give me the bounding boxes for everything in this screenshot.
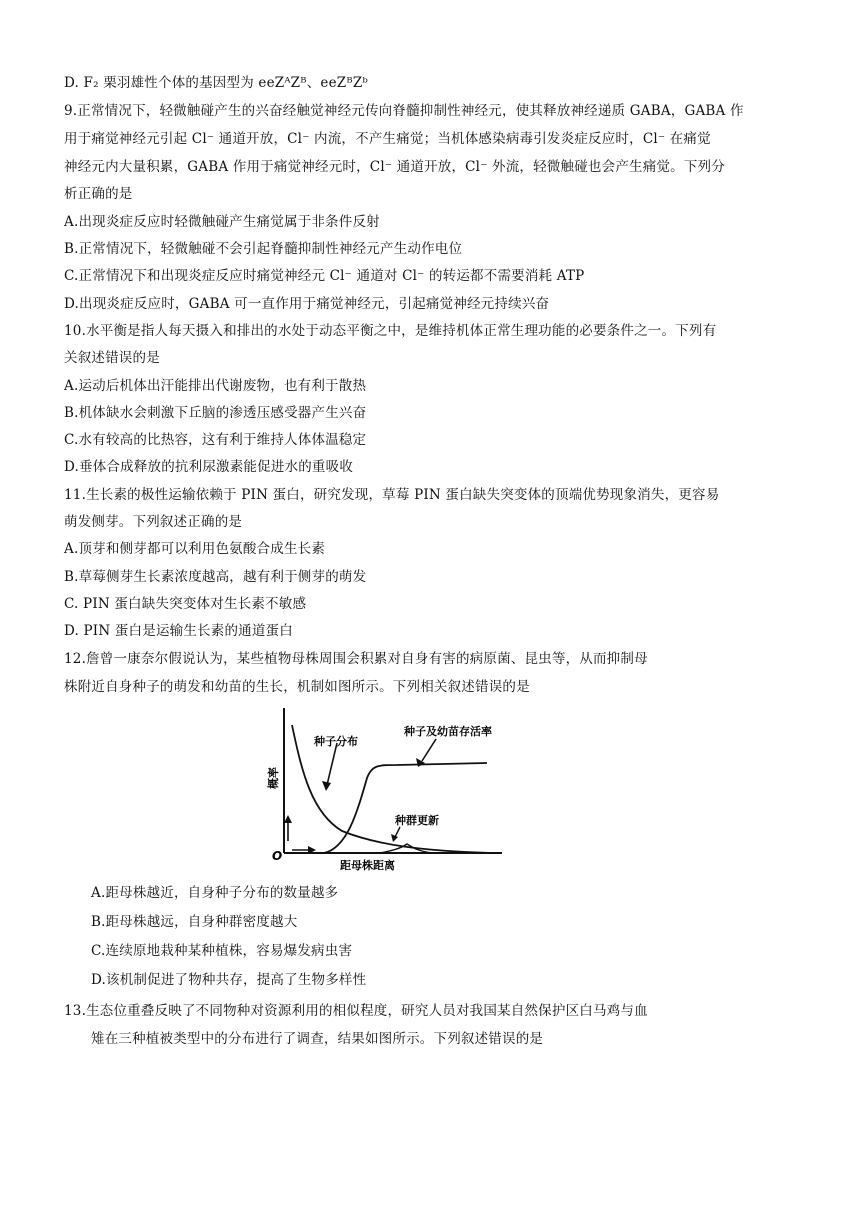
q11-stem-line: 11.生长素的极性运输依赖于 PIN 蛋白，研究发现，草莓 PIN 蛋白缺失突变体的顶端优势现象消失，更容易 xyxy=(64,487,720,503)
seed-distribution-arrow xyxy=(327,743,337,785)
q10-option-d: D.垂体合成释放的抗利尿激素能促进水的重吸收 xyxy=(64,459,354,475)
q12-option-b: B.距母株越远，自身种群密度越大 xyxy=(91,914,298,930)
q9-stem-line: 析正确的是 xyxy=(64,186,133,202)
label-population-renewal: 种群更新 xyxy=(395,814,439,827)
q12-figure-diagram xyxy=(262,703,512,873)
q11-option-a: A.顶芽和侧芽都可以利用色氨酸合成生长素 xyxy=(64,541,326,557)
q10-stem-line: 关叙述错误的是 xyxy=(64,350,160,366)
q10-option-c: C.水有较高的比热容，这有利于维持人体体温稳定 xyxy=(64,432,367,448)
q9-option-d: D.出现炎症反应时，GABA 可一直作用于痛觉神经元，引起痛觉神经元持续兴奋 xyxy=(64,296,550,312)
y-axis-label: 概率 xyxy=(267,767,280,789)
q12-option-a: A.距母株越近，自身种子分布的数量越多 xyxy=(91,885,339,901)
q9-option-c: C.正常情况下和出现炎症反应时痛觉神经元 Cl⁻ 通道对 Cl⁻ 的转运都不需要消耗 ATP xyxy=(64,268,585,284)
q11-option-d: D. PIN 蛋白是运输生长素的通道蛋白 xyxy=(64,623,293,639)
label-survival-rate: 种子及幼苗存活率 xyxy=(404,725,492,738)
survival-rate-arrow xyxy=(422,739,436,761)
origin-label: O xyxy=(272,849,283,863)
q11-option-c: C. PIN 蛋白缺失突变体对生长素不敏感 xyxy=(64,596,307,612)
q12-option-c: C.连续原地栽种某种植株，容易爆发病虫害 xyxy=(91,943,353,959)
q12-stem-line: 12.詹曾一康奈尔假说认为，某些植物母株周围会积累对自身有害的病原菌、昆虫等，从而抑制母 xyxy=(64,651,648,667)
population-renewal-arrow xyxy=(395,827,400,837)
q10-stem-line: 10.水平衡是指人每天摄入和排出的水处于动态平衡之中，是维持机体正常生理功能的必要条件之一。下列有 xyxy=(64,323,717,339)
q10-option-b: B.机体缺水会刺激下丘脑的渗透压感受器产生兴奋 xyxy=(64,405,367,421)
q9-option-b: B.正常情况下，轻微触碰不会引起脊髓抑制性神经元产生动作电位 xyxy=(64,241,463,257)
q9-stem-line: 用于痛觉神经元引起 Cl⁻ 通道开放，Cl⁻ 内流，不产生痛觉；当机体感染病毒引发炎症反应时，Cl⁻ 在痛觉 xyxy=(64,131,711,147)
q10-option-a: A.运动后机体出汗能排出代谢废物，也有利于散热 xyxy=(64,378,367,394)
small-up-arrow-head xyxy=(284,815,292,823)
q13-stem-line: 雉在三种植被类型中的分布进行了调查，结果如图所示。下列叙述错误的是 xyxy=(91,1031,544,1047)
q9-stem-line: 9.正常情况下，轻微触碰产生的兴奋经触觉神经元传向脊髓抑制性神经元，使其释放神经递质 GABA，GABA 作 xyxy=(64,103,744,119)
seed-distribution-arrow-head xyxy=(322,781,331,791)
survival-rate-curve xyxy=(324,763,487,853)
q8-option-d: D. F₂ 栗羽雄性个体的基因型为 eeZᴬZᴮ、eeZᴮZᵇ xyxy=(64,75,368,91)
q12-stem-line: 株附近自身种子的萌发和幼苗的生长，机制如图所示。下列相关叙述错误的是 xyxy=(64,679,530,695)
q11-option-b: B.草莓侧芽生长素浓度越高，越有利于侧芽的萌发 xyxy=(64,569,367,585)
q12-option-d: D.该机制促进了物种共存，提高了生物多样性 xyxy=(91,972,367,988)
q9-stem-line: 神经元内大量积累，GABA 作用于痛觉神经元时，Cl⁻ 通道开放，Cl⁻ 外流，轻微触碰也会产生痛觉。下列分 xyxy=(64,159,725,175)
q11-stem-line: 萌发侧芽。下列叙述正确的是 xyxy=(64,514,243,530)
q9-option-a: A.出现炎症反应时轻微触碰产生痛觉属于非条件反射 xyxy=(64,214,380,230)
label-seed-distribution: 种子分布 xyxy=(314,735,358,748)
q13-stem-line: 13.生态位重叠反映了不同物种对资源利用的相似程度，研究人员对我国某自然保护区白马鸡与血 xyxy=(64,1003,648,1019)
x-axis-label: 距母株距离 xyxy=(340,859,395,872)
population-renewal-arrow-head xyxy=(391,834,398,842)
